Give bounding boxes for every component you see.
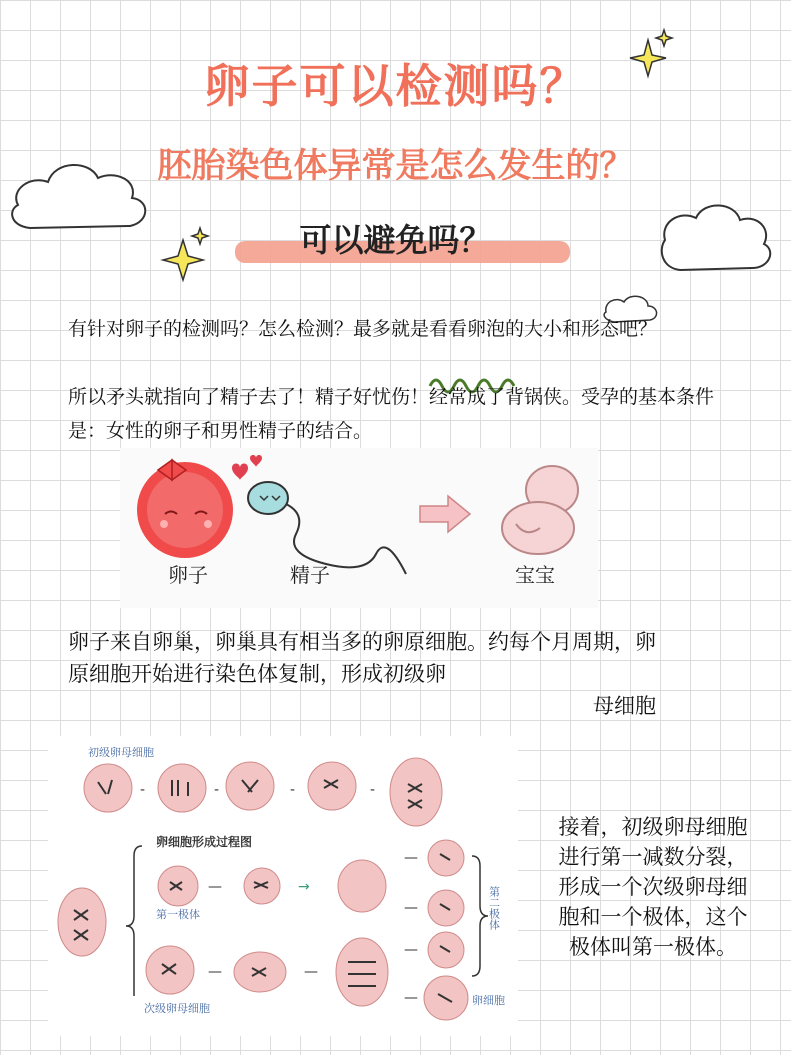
egg-label: 卵子 [168,563,208,587]
svg-text:—: — [404,990,418,1006]
cell-row-top [84,758,442,826]
second-polar-label: 第二极体 [487,886,501,930]
svg-text:—: — [208,964,222,980]
third-title: 可以避免吗？ [299,221,492,259]
svg-text:→: → [298,879,310,895]
arrow-icon [420,496,470,532]
svg-text:-: - [214,782,220,798]
baby-icon [502,466,578,554]
paragraph-4: 接着，初级卵母细胞进行第一减数分裂，形成一个次级卵母细胞和一个极体，这个极体叫第一极体。 [558,815,748,959]
egg-cell-label: 卵细胞 [472,994,505,1007]
primary-oocyte-label: 初级卵母细胞 [88,746,154,759]
svg-text:—: — [208,879,222,895]
sperm-icon [248,482,406,574]
sperm-label: 精子 [290,563,330,587]
svg-text:-: - [290,782,296,798]
svg-text:—: — [404,850,418,866]
main-title: 卵子可以检测吗？ [203,59,588,113]
meiosis-diagram [48,736,518,1036]
first-polar-label: 第一极体 [156,908,200,921]
diagram-title: 卵细胞形成过程图 [156,835,253,849]
paragraph-2: 所以矛头就指向了精子去了！精子好忧伤！经常成了背锅侠。受孕的基本条件是：女性的卵子和男性精子的结合。 [68,386,715,442]
meiosis-svg [48,736,518,1036]
svg-text:—: — [404,900,418,916]
secondary-oocyte-label: 次级卵母细胞 [144,1002,210,1015]
bracket-icon [126,846,142,996]
paragraph-3-end: 母细胞 [593,694,656,718]
fertilization-illustration [120,448,598,608]
fertilization-svg [120,448,598,608]
svg-text:-: - [370,782,376,798]
svg-text:-: - [140,782,146,798]
paragraph-1: 有针对卵子的检测吗？怎么检测？最多就是看看卵泡的大小和形态吧？ [68,318,658,340]
svg-text:—: — [404,942,418,958]
baby-label: 宝宝 [515,563,555,587]
egg-icon [137,460,233,558]
bracket-right-icon [472,856,488,976]
svg-text:—: — [304,964,318,980]
paragraph-3: 卵子来自卵巢，卵巢具有相当多的卵原细胞。约每个月周期，卵原细胞开始进行染色体复制，形成初级卵 [68,630,656,686]
sub-title: 胚胎染色体异常是怎么发生的？ [157,146,634,186]
hearts-icon [232,455,262,480]
